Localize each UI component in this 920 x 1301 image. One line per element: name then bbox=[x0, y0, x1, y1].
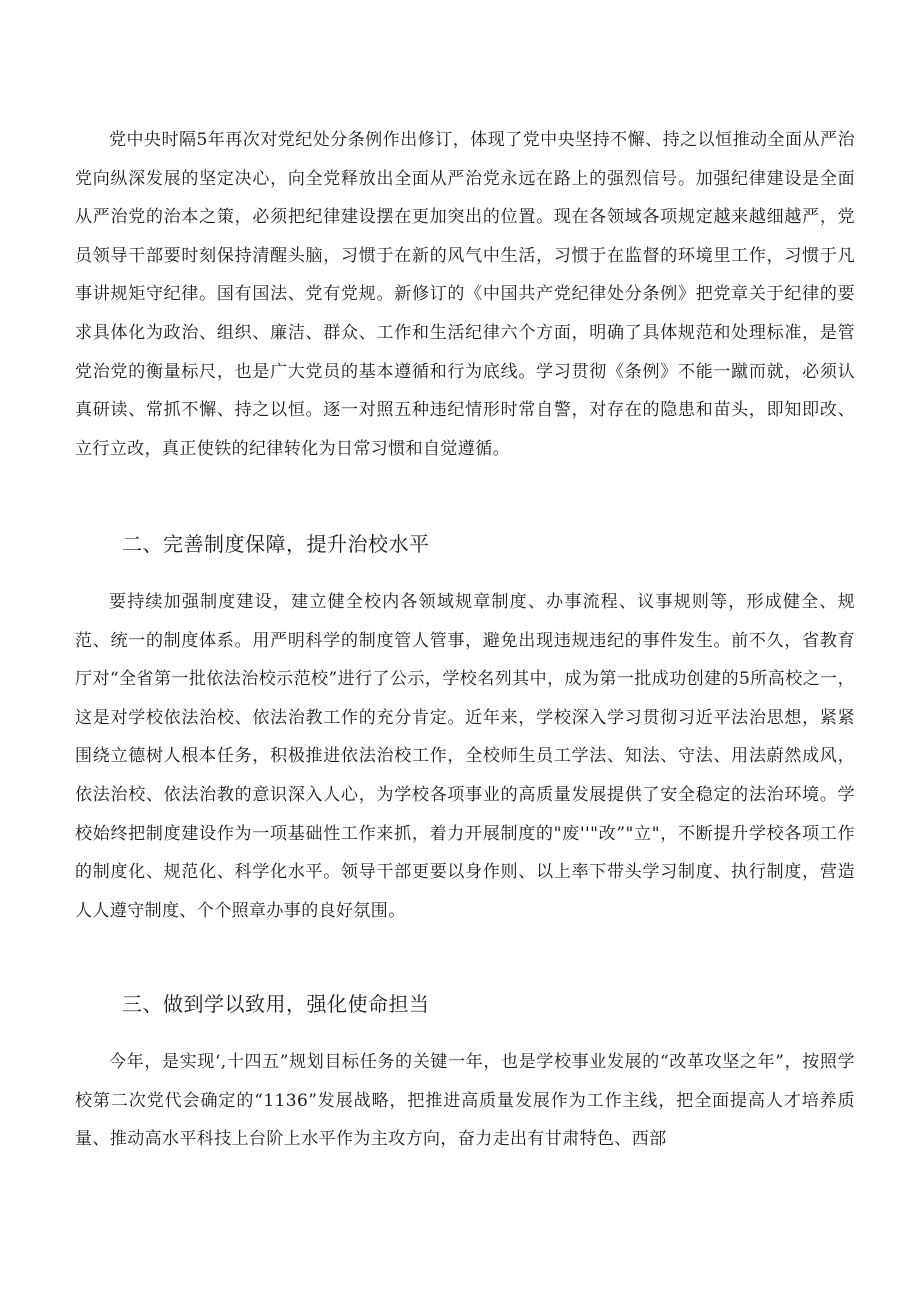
section-heading-2: 二、完善制度保障，提升治校水平 bbox=[122, 532, 430, 556]
section-heading-3: 三、做到学以致用，强化使命担当 bbox=[122, 992, 430, 1016]
body-paragraph-institutions: 要持续加强制度建设，建立健全校内各领域规章制度、办事流程、议事规则等，形成健全、规范、统一的制度体系。用严明科学的制度管人管事，避免出现违规违纪的事件发生。前不久，省教育厅对“全省第一批依法治校示范校”进行了公示，学校名列其中，成为第一批成功创建的5所高校之一，这是对学校依法治校、依法治教工作的充分肯定。近年来，学校深入学习贯彻习近平法治思想，紧紧围绕立德树人根本任务，积极推进依法治校工作，全校师生员工学法、知法、守法、用法蔚然成风，依法治校、依法治教的意识深入人心，为学校各项事业的高质量发展提供了安全稳定的法治环境。学校始终把制度建设作为一项基础性工作来抓，着力开展制度的"废''"改”"立"，不断提升学校各项工作的制度化、规范化、科学化水平。领导干部更要以身作则、以上率下带头学习制度、执行制度，营造人人遵守制度、个个照章办事的良好氛围。 bbox=[75, 592, 855, 921]
body-paragraph-discipline: 党中央时隔5年再次对党纪处分条例作出修订，体现了党中央坚持不懈、持之以恒推动全面从严治党向纵深发展的坚定决心，向全党释放出全面从严治党永远在路上的强烈信号。加强纪律建设是全面从严治党的治本之策，必须把纪律建设摆在更加突出的位置。现在各领域各项规定越来越细越严，党员领导干部要时刻保持清醒头脑，习惯于在新的风气中生活，习惯于在监督的环境里工作，习惯于凡事讲规矩守纪律。国有国法、党有党规。新修订的《中国共产党纪律处分条例》把党章关于纪律的要求具体化为政治、组织、廉洁、群众、工作和生活纪律六个方面，明确了具体规范和处理标准，是管党治党的衡量标尺，也是广大党员的基本遵循和行为底线。学习贯彻《条例》不能一蹴而就，必须认真研读、常抓不懈、持之以恒。逐一对照五种违纪情形时常自警，对存在的隐患和苗头，即知即改、立行立改，真正使铁的纪律转化为日常习惯和自觉遵循。 bbox=[75, 130, 855, 459]
body-paragraph-mission: 今年，是实现‘,十四五”规划目标任务的关键一年，也是学校事业发展的“改革攻坚之年”，按照学校第二次党代会确定的“1136”发展战略，把推进高质量发展作为工作主线，把全面提高人才培养质量、推动高水平科技上台阶上水平作为主攻方向，奋力走出有甘肃特色、西部 bbox=[75, 1052, 855, 1150]
